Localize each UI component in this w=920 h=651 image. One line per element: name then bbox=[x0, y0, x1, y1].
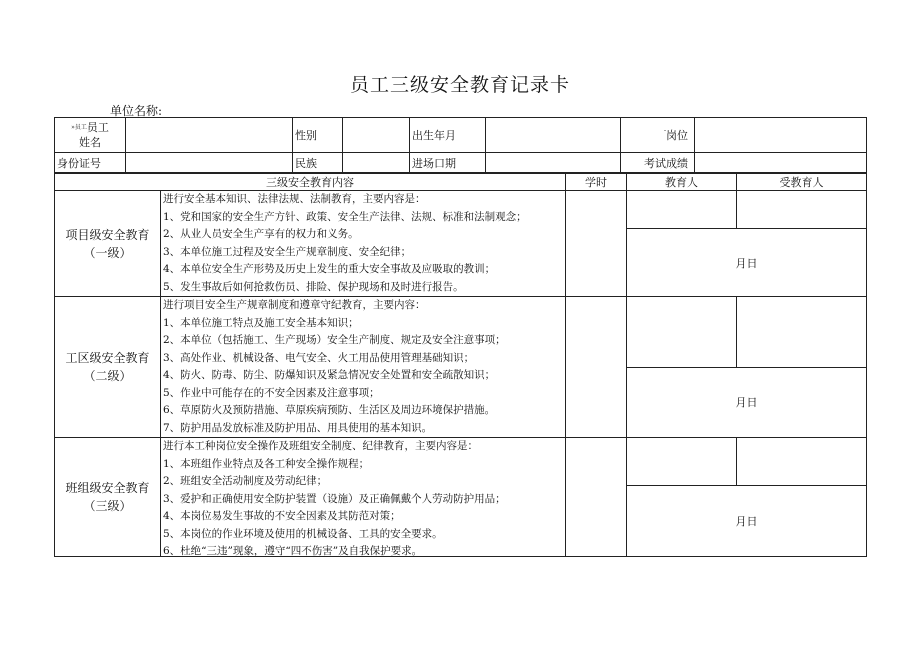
level-3-line: 进行本工种岗位安全操作及班组安全制度、纪律教育，主要内容是： bbox=[163, 440, 478, 452]
level-1-line: 4、本单位安全生产形势及历史上发生的重大安全事故及应吸取的教训； bbox=[163, 263, 496, 275]
level-1-title bbox=[55, 191, 161, 297]
level-2-educator[interactable] bbox=[627, 297, 737, 368]
id-label: 身份证号 bbox=[55, 153, 126, 173]
ethnicity-value[interactable] bbox=[343, 153, 410, 173]
level-2-title bbox=[55, 297, 161, 438]
level-1-line: 3、本单位施工过程及安全生产规章制度、安全纪律； bbox=[163, 245, 412, 258]
level-1-content bbox=[161, 191, 566, 297]
header-content: 三级安全教育内容 bbox=[55, 174, 566, 191]
level-3-title bbox=[55, 438, 161, 557]
level-3-line: 2、班组安全活动制度及劳动纪律； bbox=[163, 475, 328, 487]
post-value[interactable] bbox=[695, 118, 867, 153]
level-1-sub: （一级） bbox=[83, 245, 132, 260]
level-1-hours[interactable] bbox=[566, 191, 627, 297]
level-2-line: 3、高处作业、机械设备、电气安全、火工用品使用管理基础知识； bbox=[163, 351, 475, 364]
level-2-line: 1、本单位施工特点及施工安全基本知识； bbox=[163, 316, 359, 329]
name-label-cell bbox=[55, 118, 126, 153]
birth-label: 出生年月 bbox=[410, 118, 486, 153]
birth-value[interactable] bbox=[486, 118, 621, 153]
level-2-line: 6、草原防火及预防措施、草原疾病预防、生活区及周边环境保护措施。 bbox=[163, 404, 496, 416]
name-label-word: 员工 bbox=[86, 121, 109, 134]
exam-label: 考试成绩 bbox=[621, 153, 695, 173]
level-2-line: 5、作业中可能存在的不安全因素及注意事项； bbox=[163, 386, 380, 399]
level-2-line: 2、本单位（包括施工、生产现场）安全生产制度、规定及安全注意事项； bbox=[163, 334, 506, 346]
level-3-hours[interactable] bbox=[566, 438, 627, 557]
post-label-prefix: - bbox=[663, 127, 666, 134]
level-1-line: 5、发生事故后如何抢救伤员、排险、保护现场和及时进行报告。 bbox=[163, 280, 464, 293]
level-3-line: 3、爱护和正确使用安全防护装置（设施）及正确佩戴个人劳动防护用品； bbox=[163, 492, 506, 505]
name-value[interactable] bbox=[126, 118, 293, 153]
post-label-cell bbox=[621, 118, 695, 153]
post-label: 岗位 bbox=[666, 129, 688, 142]
unit-name-label: 单位名称: bbox=[110, 104, 163, 118]
name-label: 姓名 bbox=[79, 136, 101, 149]
level-1-educatee[interactable] bbox=[737, 191, 867, 229]
ethnicity-label: 民族 bbox=[293, 153, 343, 173]
personal-info-table bbox=[54, 117, 867, 173]
level-1-line: 进行安全基本知识、法律法规、法制教育，主要内容是： bbox=[163, 193, 426, 205]
entry-date-label: 进场口期 bbox=[410, 153, 486, 173]
education-record-table bbox=[54, 173, 867, 557]
level-2-date: 月日 bbox=[627, 367, 867, 438]
header-educator: 教育人 bbox=[627, 174, 737, 191]
level-3-line: 6、杜绝“三违”现象，遵守“四不伤害”及自我保护要求。 bbox=[163, 545, 423, 556]
level-3-content-clip bbox=[161, 438, 565, 556]
level-3-date: 月日 bbox=[627, 486, 867, 557]
level-1-name: 项目级安全教育 bbox=[65, 227, 150, 242]
level-2-line: 进行项目安全生产规章制度和遵章守纪教育，主要内容： bbox=[163, 299, 426, 311]
level-3-sub: （三级） bbox=[83, 499, 132, 513]
level-1-educator[interactable] bbox=[627, 191, 737, 229]
level-1-line: 1、党和国家的安全生产方针、政策、安全生产法律、法规、标准和法制观念； bbox=[163, 210, 527, 223]
level-2-educatee[interactable] bbox=[737, 297, 867, 368]
header-hours: 学时 bbox=[566, 174, 627, 191]
level-3-educator[interactable] bbox=[627, 438, 737, 486]
id-value[interactable] bbox=[126, 153, 293, 173]
gender-label: 性别 bbox=[293, 118, 343, 153]
level-2-hours[interactable] bbox=[566, 297, 627, 438]
level-2-name: 工区级安全教育 bbox=[65, 351, 150, 365]
exam-value[interactable] bbox=[695, 153, 867, 173]
level-2-sub: （二级） bbox=[83, 369, 132, 383]
gender-value[interactable] bbox=[343, 118, 410, 153]
level-3-line: 4、本岗位易发生事故的不安全因素及其防范对策； bbox=[163, 510, 401, 522]
level-2-content bbox=[161, 297, 566, 438]
entry-date-value[interactable] bbox=[486, 153, 621, 173]
level-1-line: 2、从业人员安全生产享有的权力和义务。 bbox=[163, 228, 359, 240]
name-label-prefix: »员工 bbox=[71, 124, 87, 131]
level-3-educatee[interactable] bbox=[737, 438, 867, 486]
level-3-line: 1、本班组作业特点及各工种安全操作规程； bbox=[163, 457, 370, 470]
level-1-date: 月日 bbox=[627, 229, 867, 297]
level-2-line: 4、防火、防毒、防尘、防爆知识及紧急情况安全处置和安全疏散知识； bbox=[163, 369, 496, 381]
level-3-line: 5、本岗位的作业环境及使用的机械设备、工具的安全要求。 bbox=[163, 527, 443, 540]
level-3-content bbox=[161, 438, 566, 557]
page-title: 员工三级安全教育记录卡 bbox=[349, 74, 570, 96]
header-educatee: 受教育人 bbox=[737, 174, 867, 191]
level-3-name: 班组级安全教育 bbox=[65, 481, 150, 495]
level-2-line: 7、防护用品发放标准及防护用品、用具使用的基本知识。 bbox=[163, 421, 433, 434]
